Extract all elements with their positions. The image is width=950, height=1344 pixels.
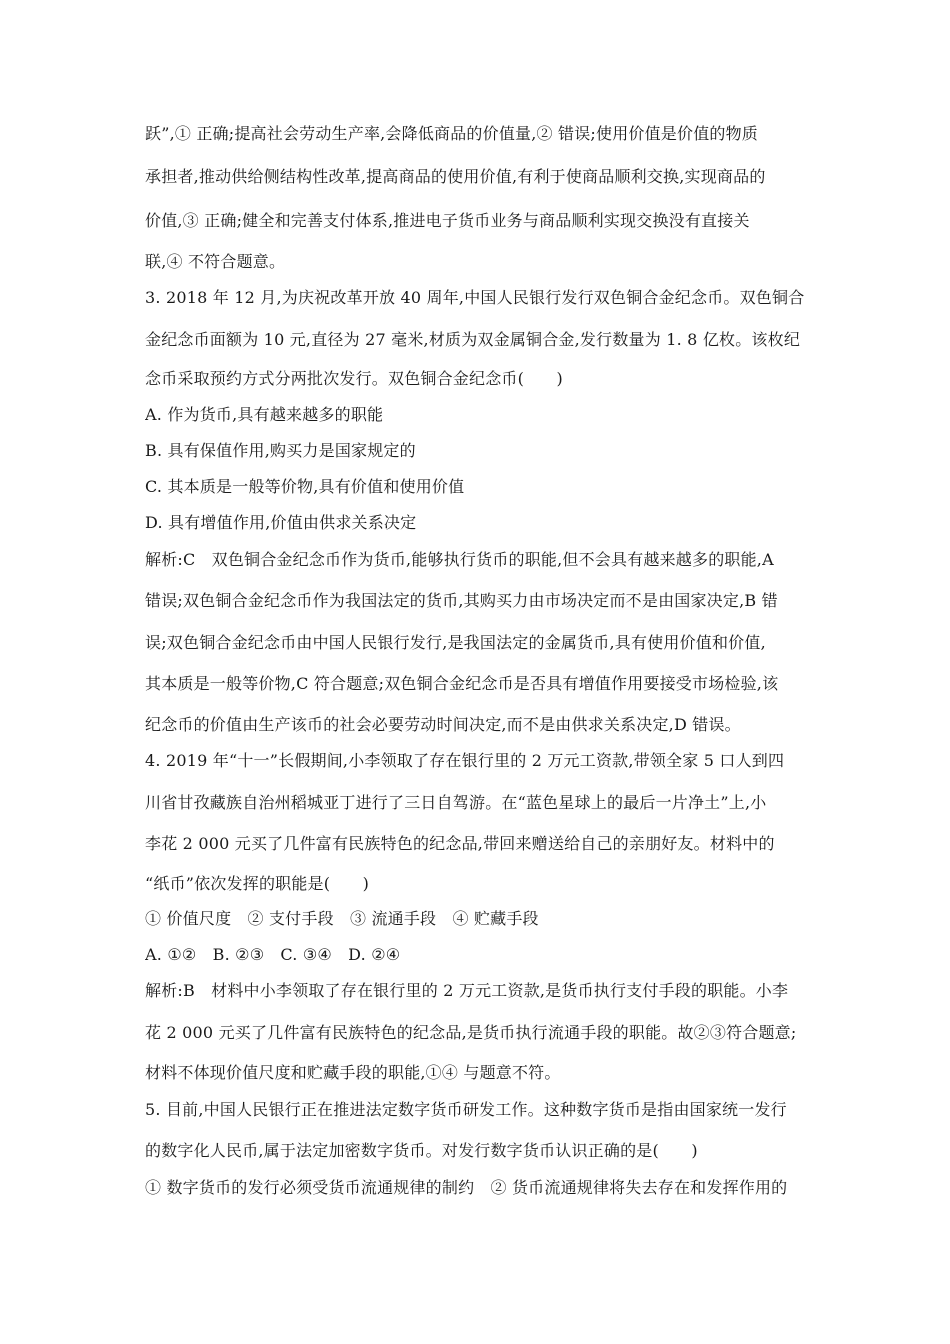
question-3-stem: 3. 2018 年 12 月,为庆祝改革开放 40 周年,中国人民银行发行双色铜合金纪念币。双色铜合 (145, 288, 805, 307)
text-line: 价值,③ 正确;健全和完善支付体系,推进电子货币业务与商品顺利实现交换没有直接关 (145, 211, 750, 230)
text-line: 金纪念币面额为 10 元,直径为 27 毫米,材质为双金属铜合金,发行数量为 1. 8 亿枚。该枚纪 (145, 330, 801, 349)
text-line: 念币采取预约方式分两批次发行。双色铜合金纪念币( ) (145, 369, 563, 388)
analysis-3: 解析:C 双色铜合金纪念币作为货币,能够执行货币的职能,但不会具有越来越多的职能,A (145, 550, 774, 569)
statement-list: ① 数字货币的发行必须受货币流通规律的制约 ② 货币流通规律将失去存在和发挥作用的 (145, 1178, 788, 1197)
options-4: A. ①② B. ②③ C. ③④ D. ②④ (145, 945, 401, 964)
text-line: 李花 2 000 元买了几件富有民族特色的纪念品,带回来赠送给自己的亲朋好友。材料中的 (145, 834, 775, 853)
analysis-4: 解析:B 材料中小李领取了存在银行里的 2 万元工资款,是货币执行支付手段的职能。小李 (145, 981, 789, 1000)
document-page (145, 0, 810, 1344)
option-a: A. 作为货币,具有越来越多的职能 (145, 405, 384, 424)
text-line: 的数字化人民币,属于法定加密数字货币。对发行数字货币认识正确的是( ) (145, 1141, 698, 1160)
text-line: 跃”,① 正确;提高社会劳动生产率,会降低商品的价值量,② 错误;使用价值是价值的物质 (145, 124, 758, 143)
text-line: 其本质是一般等价物,C 符合题意;双色铜合金纪念币是否具有增值作用要接受市场检验,该 (145, 674, 779, 693)
question-5-stem: 5. 目前,中国人民银行正在推进法定数字货币研发工作。这种数字货币是指由国家统一发行 (145, 1100, 787, 1119)
text-line: 花 2 000 元买了几件富有民族特色的纪念品,是货币执行流通手段的职能。故②③符合题意; (145, 1023, 797, 1042)
text-line: 承担者,推动供给侧结构性改革,提高商品的使用价值,有利于使商品顺利交换,实现商品的 (145, 167, 766, 186)
option-d: D. 具有增值作用,价值由供求关系决定 (145, 513, 417, 532)
option-b: B. 具有保值作用,购买力是国家规定的 (145, 441, 416, 460)
text-line: 纪念币的价值由生产该币的社会必要劳动时间决定,而不是由供求关系决定,D 错误。 (145, 715, 741, 734)
text-line: 材料不体现价值尺度和贮藏手段的职能,①④ 与题意不符。 (145, 1063, 561, 1082)
statement-list: ① 价值尺度 ② 支付手段 ③ 流通手段 ④ 贮藏手段 (145, 909, 539, 928)
option-c: C. 其本质是一般等价物,具有价值和使用价值 (145, 477, 465, 496)
text-line: 川省甘孜藏族自治州稻城亚丁进行了三日自驾游。在“蓝色星球上的最后一片净土”上,小 (145, 793, 767, 812)
text-line: 联,④ 不符合题意。 (145, 252, 286, 271)
text-line: 错误;双色铜合金纪念币作为我国法定的货币,其购买力由市场决定而不是由国家决定,B 错 (145, 591, 778, 610)
question-4-stem: 4. 2019 年“十一”长假期间,小李领取了存在银行里的 2 万元工资款,带领全家 5 口人到四 (145, 751, 785, 770)
text-line: 误;双色铜合金纪念币由中国人民银行发行,是我国法定的金属货币,具有使用价值和价值, (145, 633, 766, 652)
text-line: “纸币”依次发挥的职能是( ) (145, 874, 370, 893)
